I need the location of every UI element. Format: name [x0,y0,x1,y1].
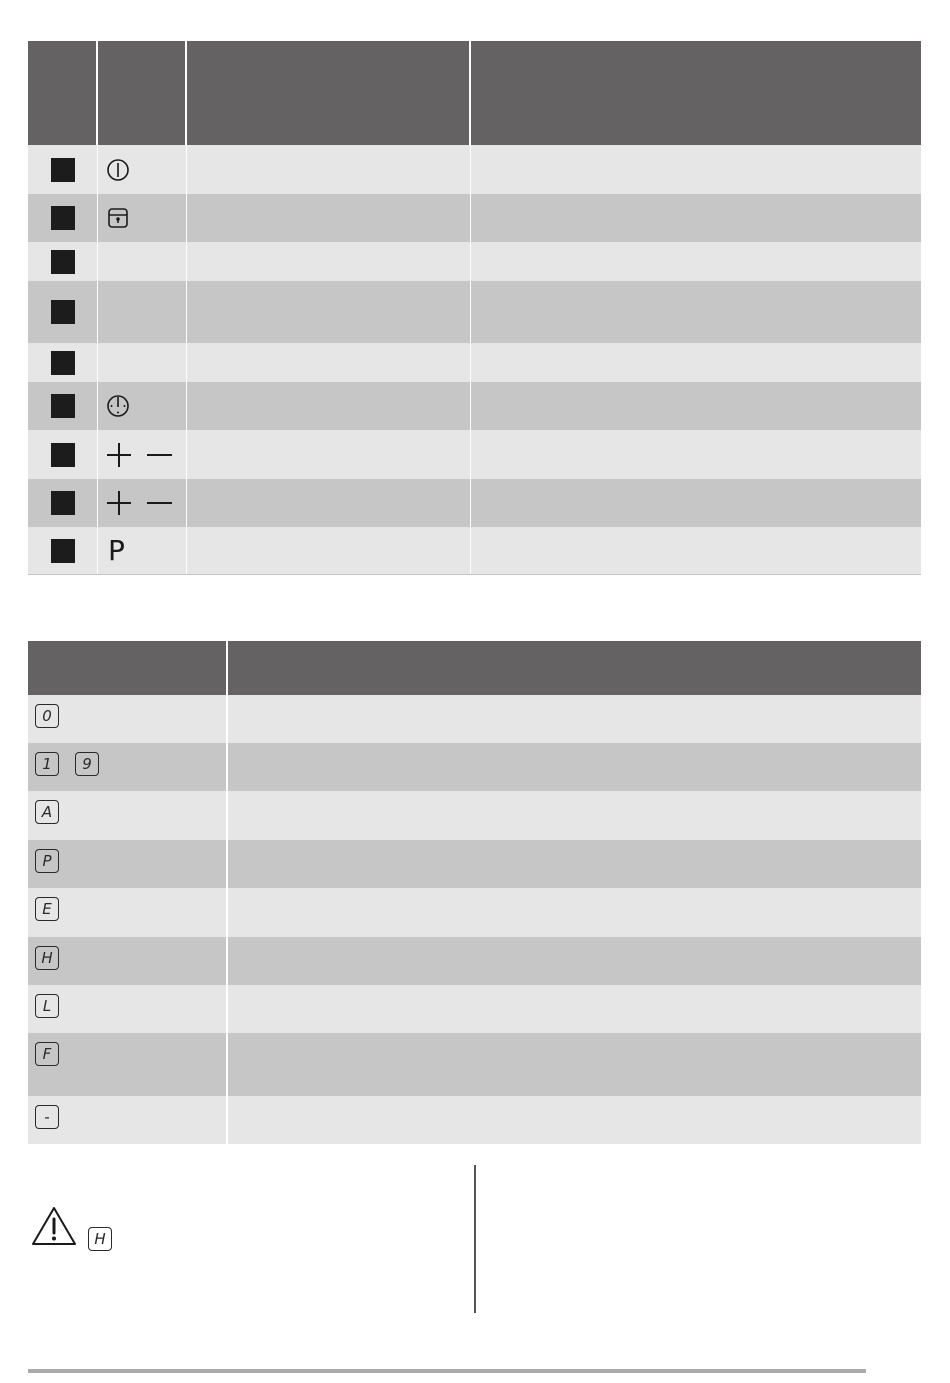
display-symbol: L [35,994,59,1018]
function-cell [187,527,471,574]
column-divider [474,1165,476,1313]
controls-table-header [28,41,921,145]
comment-cell [471,242,921,281]
table-row [28,479,921,527]
header-cell-function [187,41,471,145]
warning-icon [30,1205,78,1247]
table-row [28,985,921,1033]
row-marker [28,145,98,194]
function-cell [187,194,471,242]
comment-cell [471,430,921,479]
power-function-icon: P [108,533,125,567]
black-square-marker [51,443,75,467]
black-square-marker [51,539,75,563]
display-symbol: A [35,800,59,824]
controls-table [28,41,921,575]
description-cell [228,937,921,985]
function-cell [187,145,471,194]
black-square-marker [51,394,75,418]
function-cell [187,242,471,281]
lock-icon [106,206,130,230]
display-symbol: E [35,897,59,921]
table-row [28,1096,921,1144]
display-symbol-h: H [88,1227,112,1251]
description-cell [228,1033,921,1096]
display-table [28,641,921,1144]
table-row [28,242,921,281]
display-symbol: 0 [35,704,59,728]
display-symbol: F [35,1042,59,1066]
function-cell [187,281,471,343]
header-cell-number [28,41,98,145]
display-symbol: 9 [75,752,99,776]
row-marker [28,194,98,242]
function-cell [187,343,471,382]
plus-minus-icon [106,490,176,516]
black-square-marker [51,300,75,324]
table-row [28,937,921,985]
comment-cell [471,382,921,430]
table-row [28,791,921,840]
display-symbol: P [35,849,59,873]
display-symbol: H [35,946,59,970]
footer-rule [28,1369,866,1373]
row-marker [28,242,98,281]
table-row [28,695,921,743]
plus-minus-icon [106,442,176,468]
header-cell-sensor [98,41,187,145]
description-cell [228,985,921,1033]
comment-cell [471,479,921,527]
black-square-marker [51,206,75,230]
table-row [28,281,921,343]
table-row [28,382,921,430]
display-symbol: 1 [35,752,59,776]
comment-cell [471,194,921,242]
row-marker [28,382,98,430]
table-row [28,1033,921,1096]
table-row [28,430,921,479]
black-square-marker [51,250,75,274]
display-symbol: - [35,1105,59,1129]
row-marker [28,281,98,343]
comment-cell [471,281,921,343]
description-cell [228,1096,921,1144]
table-row [28,194,921,242]
description-cell [228,840,921,888]
function-cell [187,479,471,527]
table-row [28,145,921,194]
function-cell [187,382,471,430]
header-cell-description [228,641,921,695]
row-marker [28,479,98,527]
comment-cell [471,343,921,382]
black-square-marker [51,491,75,515]
header-cell-comment [471,41,921,145]
table-row [28,343,921,382]
warning-note [30,1205,112,1247]
description-cell [228,695,921,743]
comment-cell [471,145,921,194]
power-icon [106,158,130,182]
row-marker [28,343,98,382]
row-marker [28,430,98,479]
row-marker [28,527,98,574]
description-cell [228,888,921,937]
table-row [28,840,921,888]
comment-cell [471,527,921,574]
timer-icon [106,394,130,418]
display-table-header [28,641,921,695]
header-cell-display [28,641,228,695]
table-row [28,888,921,937]
black-square-marker [51,158,75,182]
table-row [28,743,921,791]
table-row [28,527,921,575]
description-cell [228,791,921,840]
black-square-marker [51,351,75,375]
function-cell [187,430,471,479]
description-cell [228,743,921,791]
